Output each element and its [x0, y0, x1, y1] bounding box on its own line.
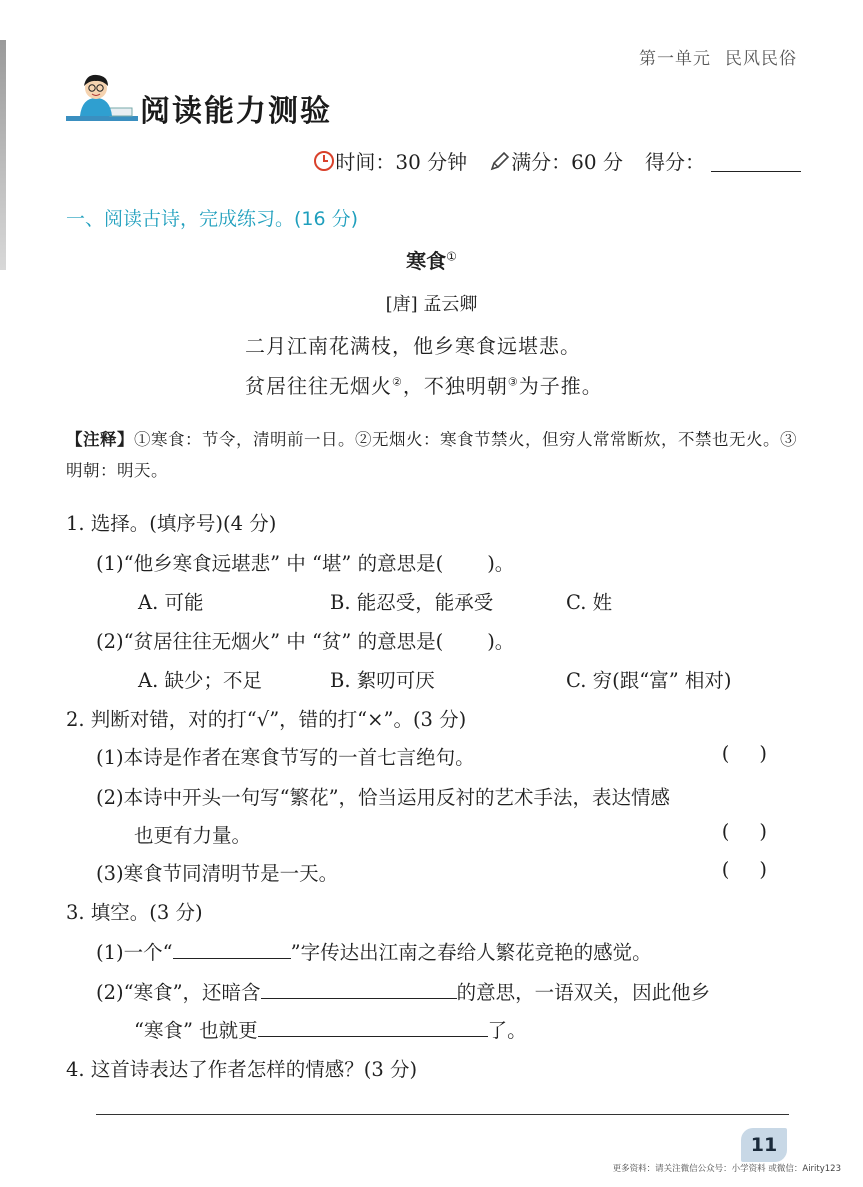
q2-stem: 2. 判断对错，对的打“√”，错的打“×”。(3 分) — [66, 708, 467, 731]
full-score: 满分：60 分 — [511, 150, 623, 174]
q4-answer-line[interactable] — [96, 1114, 789, 1115]
test-meta — [313, 146, 801, 175]
q3-sub1: (1)一个“ ”字传达出江南之春给人繁花竞艳的感觉。 — [96, 936, 652, 965]
q2-sub1-answer[interactable]: () — [721, 742, 797, 765]
q1-sub2-option-c: C. 穷(跟“富” 相对) — [566, 669, 732, 692]
notes-label: 【注释】 — [66, 430, 134, 449]
poem-author: [唐] 孟云卿 — [385, 294, 478, 315]
q1-sub2: (2)“贫居往往无烟火” 中 “贫” 的意思是( )。 — [96, 630, 515, 653]
clock-icon — [313, 150, 335, 172]
q1-sub1-option-b: B. 能忍受，能承受 — [330, 591, 494, 614]
poem-title: 寒食① — [406, 249, 457, 273]
annotation-notes — [66, 424, 798, 486]
q2-sub2-line2: 也更有力量。 — [134, 824, 252, 847]
unit-label: 第一单元 — [639, 49, 711, 69]
q2-sub3: (3)寒食节同清明节是一天。 — [96, 862, 339, 885]
q3-sub2-line1: (2)“寒食”，还暗含 的意思，一语双关，因此他乡 — [96, 976, 710, 1005]
q2-sub2-line1: (2)本诗中开头一句写“繁花”，恰当运用反衬的艺术手法，表达情感 — [96, 786, 671, 809]
q2-sub3-answer[interactable]: () — [721, 858, 797, 881]
scan-edge — [0, 40, 6, 270]
q1-sub1: (1)“他乡寒食远堪悲” 中 “堪” 的意思是( )。 — [96, 552, 515, 575]
q1-sub1-option-c: C. 姓 — [566, 591, 613, 614]
q1-sub2-option-b: B. 絮叨可厌 — [330, 669, 435, 692]
q3-blank-3[interactable] — [258, 1014, 488, 1037]
pencil-icon — [489, 150, 511, 172]
q3-stem: 3. 填空。(3 分) — [66, 901, 203, 924]
q3-blank-2[interactable] — [261, 976, 457, 999]
q1-stem: 1. 选择。(填序号)(4 分) — [66, 512, 277, 535]
student-reading-icon — [66, 72, 138, 128]
q2-sub1: (1)本诗是作者在寒食节写的一首七言绝句。 — [96, 746, 475, 769]
unit-theme: 民风民俗 — [725, 49, 797, 69]
time-limit: 时间：30 分钟 — [335, 150, 468, 174]
q4-stem: 4. 这首诗表达了作者怎样的情感？(3 分) — [66, 1058, 418, 1081]
poem-line-2: 贫居往往无烟火②，不独明朝③为子推。 — [245, 374, 603, 398]
score-blank[interactable] — [711, 149, 801, 172]
page-number: 11 — [741, 1128, 787, 1162]
q3-sub2-line2: “寒食” 也就更 了。 — [134, 1014, 527, 1043]
section-heading: 一、阅读古诗，完成练习。(16 分) — [66, 208, 359, 230]
q1-sub2-option-a: A. 缺少；不足 — [138, 669, 262, 692]
q3-blank-1[interactable] — [173, 936, 291, 959]
score-label: 得分： — [645, 150, 705, 174]
poem-line-1: 二月江南花满枝，他乡寒食远堪悲。 — [245, 334, 581, 358]
q1-sub1-option-a: A. 可能 — [138, 591, 204, 614]
q2-sub2-answer[interactable]: () — [721, 820, 797, 843]
unit-header — [639, 44, 797, 69]
footer-note: 更多资料：请关注微信公众号：小学资料 或微信：Airity123 — [612, 1164, 841, 1174]
notes-text: ①寒食：节令，清明前一日。②无烟火：寒食节禁火，但穷人常常断炊，不禁也无火。③明朝：明天。 — [66, 430, 797, 480]
page-title: 阅读能力测验 — [140, 94, 332, 129]
